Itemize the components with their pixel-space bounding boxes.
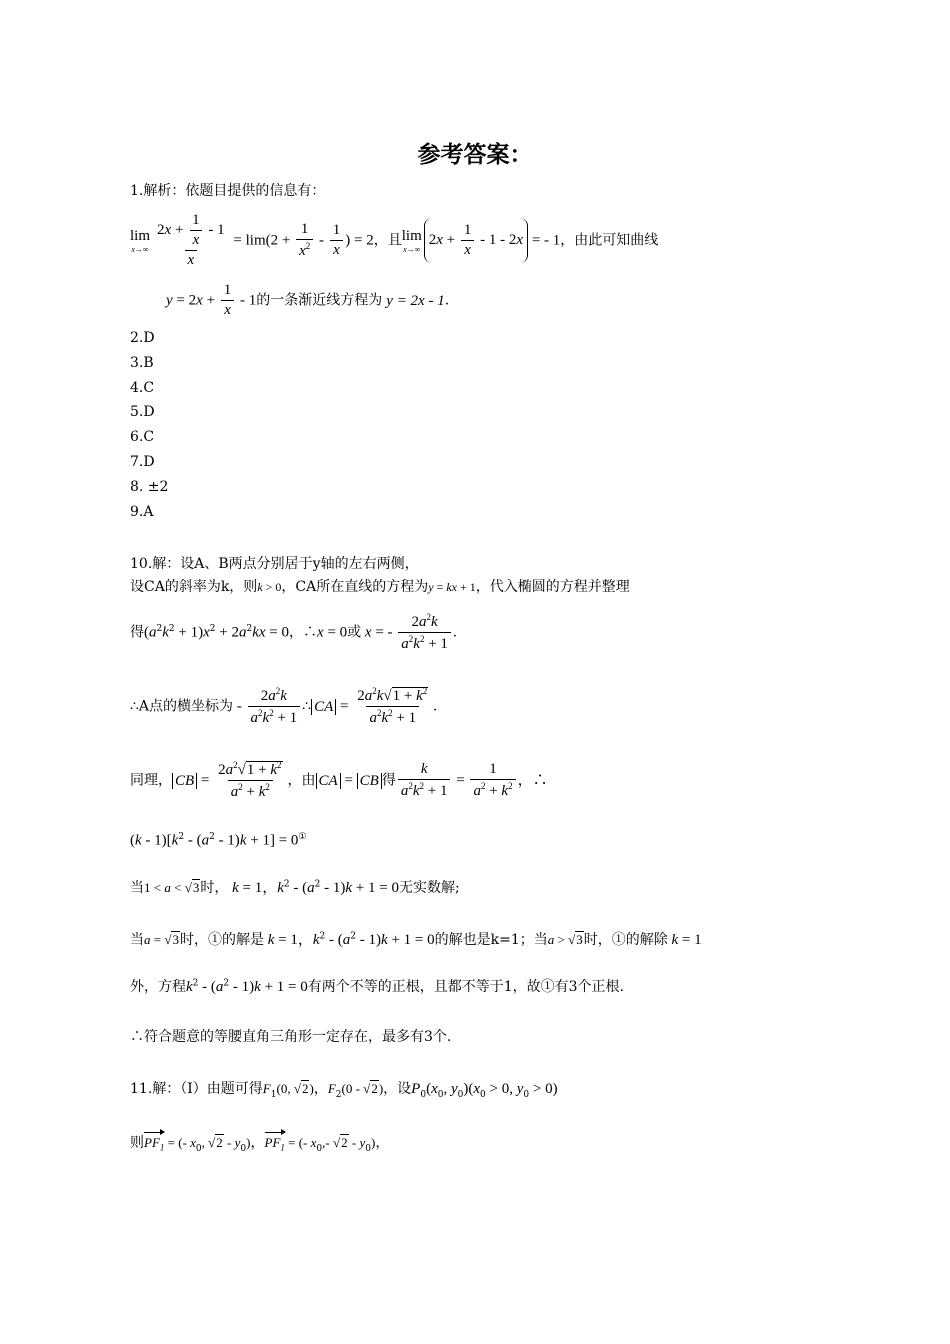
answer-5: 5.D bbox=[130, 404, 155, 420]
answer-6: 6.C bbox=[130, 429, 155, 445]
s1-asym-eq: y = 2x - 1 bbox=[386, 292, 445, 309]
s10-case3-line: 外，方程$k^2 - (a^2 - 1)k + 1 = 0$有两个不等的正根，且都不等于1，故①有3个正根. bbox=[130, 978, 624, 995]
s10-final: ∴符合题意的等腰直角三角形一定存在，最多有3个. bbox=[130, 1029, 452, 1045]
s10-case1-line: 当1 < a < √3时， k = 1，$k^2 - (a^2 - 1)k + 1 = 0$无实数解; bbox=[130, 879, 460, 896]
s1-asym-text: 的一条渐近线方程为 bbox=[256, 292, 383, 309]
s10-eq1-line: $(k - 1)[k^2 - (a^2 - 1)k + 1] = 0^①$ bbox=[130, 832, 307, 849]
s10-slope-line: 设CA的斜率为k，则k > 0，CA所在直线的方程为y = kx + 1，代入椭圆的方程并整理 bbox=[130, 579, 630, 595]
page-title: 参考答案： bbox=[417, 142, 533, 168]
s1-conclusion: ，由此可知曲线 bbox=[560, 232, 659, 249]
answer-3: 3.B bbox=[130, 355, 154, 371]
s10-equation-line: 得$(a^2k^2 + 1)x^2 + 2a^2kx = 0$，∴x = 0或 x = - $\frac{2a^2k}{a^2k^2 + 1}$ . bbox=[130, 612, 457, 652]
answer-2: 2.D bbox=[130, 330, 155, 346]
answer-9: 9.A bbox=[130, 504, 154, 520]
answer-8: 8. ±2 bbox=[130, 479, 169, 495]
answer-4: 4.C bbox=[130, 380, 155, 396]
s11-intro-line: 11.解：（Ⅰ）由题可得$F_1(0$, √2)，$F_2(0 - √2)$，设$P_0(x_0$, $y_0)(x_0 > 0$, $y_0 > 0$) bbox=[130, 1081, 558, 1100]
answer-7: 7.D bbox=[130, 454, 155, 470]
s10-intro: 10.解：设A、B两点分别居于y轴的左右两侧， bbox=[130, 556, 419, 572]
s10-case2-line: 当a = √3时，①的解是 k = 1，$k^2 - (a^2 - 1)k + 1 = 0$的解也是k=1；当a > √3时，①的解除 k = 1 bbox=[130, 931, 702, 948]
s1-intro: 1.解析：依题目提供的信息有： bbox=[130, 183, 326, 199]
s11-vectors-line: 则$PF_1$ = (- $x_0$, $√2 - y_0$)，$PF_1$ = (- $x_0,-$ $√2 - y_0$)， bbox=[130, 1135, 390, 1154]
s1-asymptote-line: y = 2x + $\frac{1}{x}$ - 1的一条渐近线方程为 y = 2x - 1. bbox=[166, 282, 450, 318]
s1-and: ，且 bbox=[373, 232, 402, 249]
circled-one: ① bbox=[298, 832, 307, 842]
s10-same-line: 同理， CB = $\frac{2a^2√1 + k^2}{a^2 + k^2}$ ，由 CA = CB 得 $\frac{k}{a^2k^2 + 1}$ = $\frac{1}{a^2 + k^2}$ ，∴ bbox=[130, 760, 548, 800]
s10-xcoord-line: ∴A点的横坐标为 - $\frac{2a^2k}{a^2k^2 + 1}$ ∴ CA = $\frac{2a^2k√1 + k^2}{a^2k^2 + 1}$ . bbox=[130, 686, 438, 726]
s1-limit-line: lim x→∞ 2x + $\frac{1}{x}$ - 1 x = lim(2 + $\frac{1}{x^2}$ - $\frac{1}{x}$ ) = 2，且 lim x→∞ 2x + $\frac{1}{x}$ - 1 - 2x = - 1，由此可知曲线 bbox=[130, 212, 659, 268]
